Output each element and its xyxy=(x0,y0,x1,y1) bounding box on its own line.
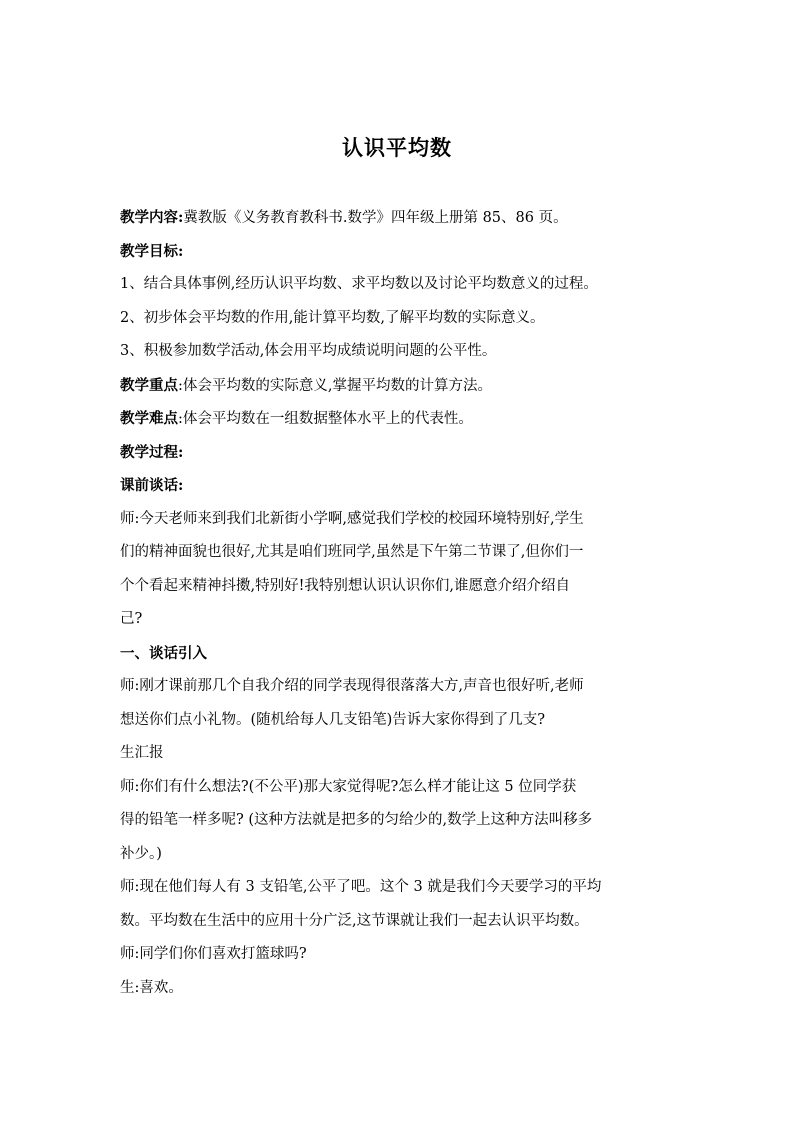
paragraph-line: 师:你们有什么想法?(不公平)那大家觉得呢?怎么样才能让这 5 位同学获 xyxy=(120,778,577,795)
paragraph-line: 生汇报 xyxy=(120,745,164,761)
key-point-text: :体会平均数的实际意义,掌握平均数的计算方法。 xyxy=(178,377,492,394)
difficulty-line xyxy=(120,402,680,436)
paragraph-line: 师:现在他们每人有 3 支铅笔,公平了吧。这个 3 就是我们今天要学习的平均 xyxy=(120,879,602,895)
key-point-line xyxy=(120,369,680,403)
paragraph-line: 生:喜欢。 xyxy=(120,979,183,996)
section-heading: 一、谈话引入 xyxy=(120,644,207,662)
goal-item: 3、积极参加数学活动,体会用平均成绩说明问题的公平性。 xyxy=(120,343,497,359)
paragraph-line: 得的铅笔一样多呢? (这种方法就是把多的匀给少的,数学上这种方法叫移多 xyxy=(120,812,593,828)
process-heading: 教学过程: xyxy=(120,443,184,461)
content-text: 冀教版《义务教育教科书.数学》四年级上册第 85、86 页。 xyxy=(183,210,568,226)
paragraph-line: 补少。) xyxy=(120,845,162,862)
paragraph-line: 师:同学们你们喜欢打篮球吗? xyxy=(120,946,307,962)
paragraph-line: 师:今天老师来到我们北新街小学啊,感觉我们学校的校园环境特别好,学生 xyxy=(120,510,584,527)
paragraph-line: 己? xyxy=(120,611,143,627)
paragraph-line: 数。平均数在生活中的应用十分广泛,这节课就让我们一起去认识平均数。 xyxy=(120,912,589,929)
content-line xyxy=(120,201,680,235)
difficulty-text: :体会平均数在一组数据整体水平上的代表性。 xyxy=(178,411,473,427)
difficulty-label: 教学难点 xyxy=(120,410,178,427)
goal-item: 1、结合具体事例,经历认识平均数、求平均数以及讨论平均数意义的过程。 xyxy=(120,276,598,292)
paragraph-line: 个个看起来精神抖擞,特别好!我特别想认识认识你们,谁愿意介绍介绍自 xyxy=(120,577,571,594)
document-body xyxy=(120,201,680,1005)
key-point-label: 教学重点 xyxy=(120,376,178,394)
paragraph-line: 师:刚才课前那几个自我介绍的同学表现得很落落大方,声音也很好听,老师 xyxy=(120,678,584,694)
content-label: 教学内容: xyxy=(120,209,184,226)
goals-heading: 教学目标: xyxy=(120,242,184,260)
paragraph-line: 想送你们点小礼物。(随机给每人几支铅笔)告诉大家你得到了几支? xyxy=(120,711,546,728)
paragraph-line: 们的精神面貌也很好,尤其是咱们班同学,虽然是下午第二节课了,但你们一 xyxy=(120,544,584,560)
document-title: 认识平均数 xyxy=(342,135,452,160)
goal-item: 2、初步体会平均数的作用,能计算平均数,了解平均数的实际意义。 xyxy=(120,309,545,326)
pre-talk-heading: 课前谈话: xyxy=(120,477,184,494)
